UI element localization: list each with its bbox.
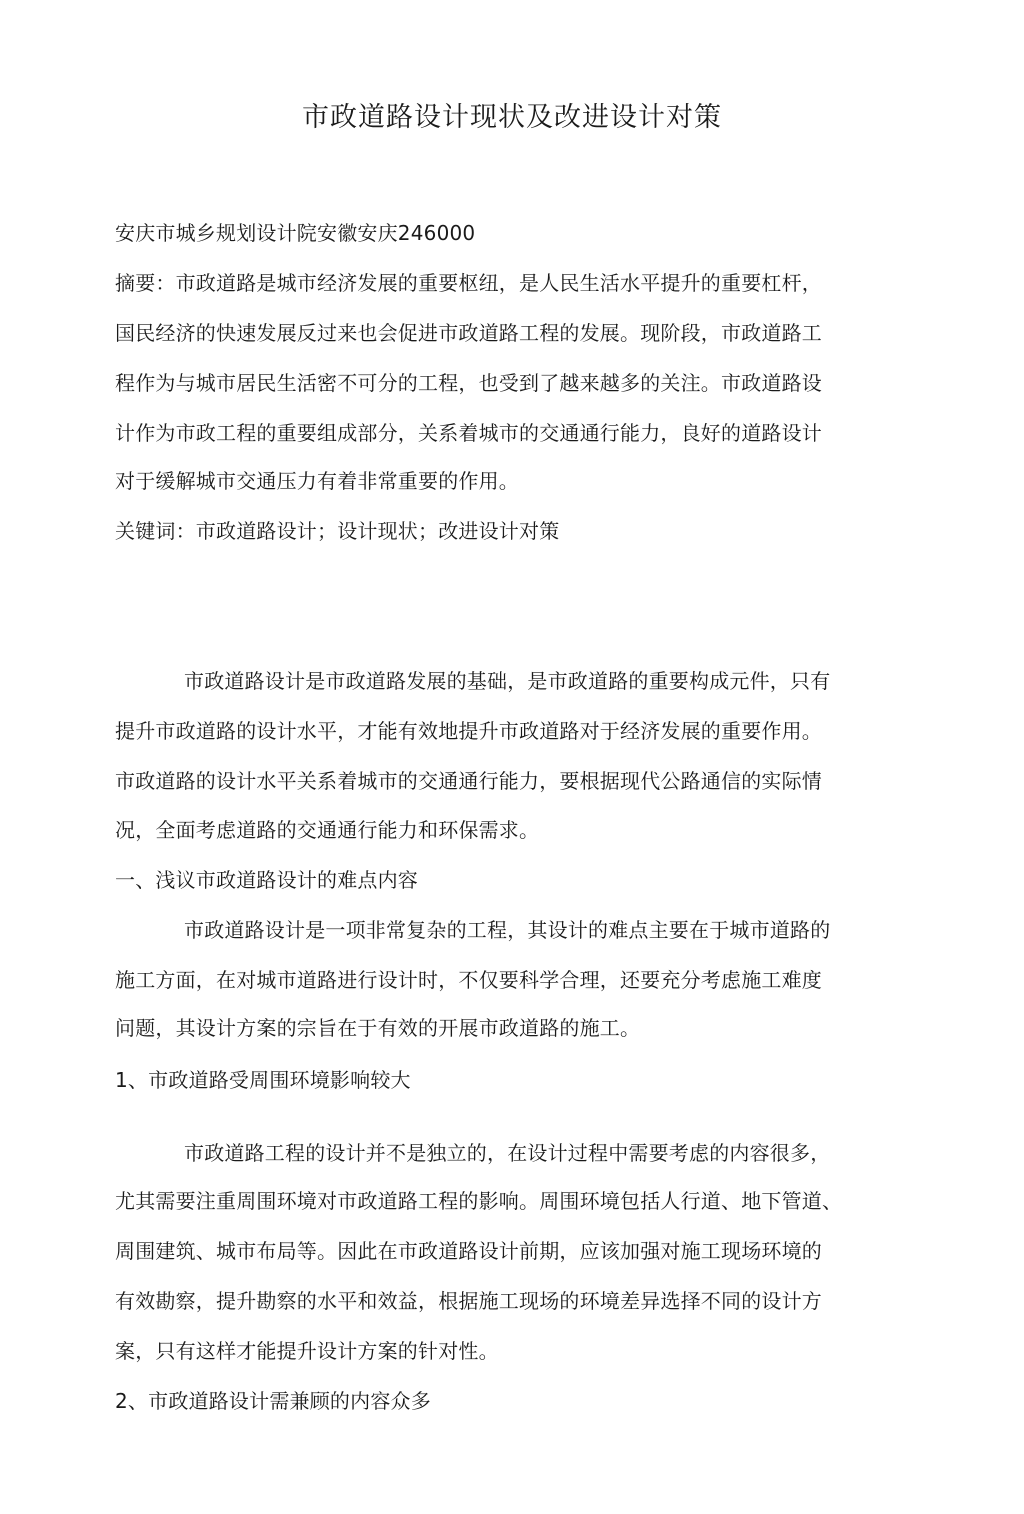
abstract-line: 程作为与城市居民生活密不可分的工程，也受到了越来越多的关注。市政道路设 — [115, 371, 822, 395]
subsection1-line: 案，只有这样才能提升设计方案的针对性。 — [115, 1339, 499, 1363]
abstract-line: 对于缓解城市交通压力有着非常重要的作用。 — [115, 469, 519, 493]
subsection1-line: 尤其需要注重周围环境对市政道路工程的影响。周围环境包括人行道、地下管道、 — [115, 1189, 843, 1213]
subsection1-line: 周围建筑、城市布局等。因此在市政道路设计前期，应该加强对施工现场环境的 — [115, 1239, 822, 1263]
section1-line: 市政道路设计是一项非常复杂的工程，其设计的难点主要在于城市道路的 — [184, 918, 831, 942]
intro-line: 况，全面考虑道路的交通通行能力和环保需求。 — [115, 818, 540, 842]
intro-line: 市政道路设计是市政道路发展的基础，是市政道路的重要构成元件，只有 — [184, 669, 831, 693]
subsection1-line: 有效勘察，提升勘察的水平和效益，根据施工现场的环境差异选择不同的设计方 — [115, 1289, 822, 1313]
section1-line: 问题，其设计方案的宗旨在于有效的开展市政道路的施工。 — [115, 1016, 641, 1040]
abstract-line: 国民经济的快速发展反过来也会促进市政道路工程的发展。现阶段，市政道路工 — [115, 321, 822, 345]
subsection1-heading: 1、市政道路受周围环境影响较大 — [115, 1068, 411, 1092]
intro-line: 市政道路的设计水平关系着城市的交通通行能力，要根据现代公路通信的实际情 — [115, 769, 822, 793]
affiliation: 安庆市城乡规划设计院安徽安庆246000 — [115, 221, 476, 245]
section1-heading: 一、浅议市政道路设计的难点内容 — [115, 868, 418, 892]
document-title: 市政道路设计现状及改进设计对策 — [302, 102, 722, 133]
subsection2-heading: 2、市政道路设计需兼顾的内容众多 — [115, 1389, 431, 1413]
abstract-line: 摘要：市政道路是城市经济发展的重要枢纽，是人民生活水平提升的重要杠杆， — [115, 271, 822, 295]
subsection1-line: 市政道路工程的设计并不是独立的，在设计过程中需要考虑的内容很多， — [184, 1141, 831, 1165]
abstract-line: 计作为市政工程的重要组成部分，关系着城市的交通通行能力，良好的道路设计 — [115, 421, 822, 445]
section1-line: 施工方面，在对城市道路进行设计时，不仅要科学合理，还要充分考虑施工难度 — [115, 968, 822, 992]
intro-line: 提升市政道路的设计水平，才能有效地提升市政道路对于经济发展的重要作用。 — [115, 719, 822, 743]
keywords: 关键词：市政道路设计；设计现状；改进设计对策 — [115, 519, 560, 543]
